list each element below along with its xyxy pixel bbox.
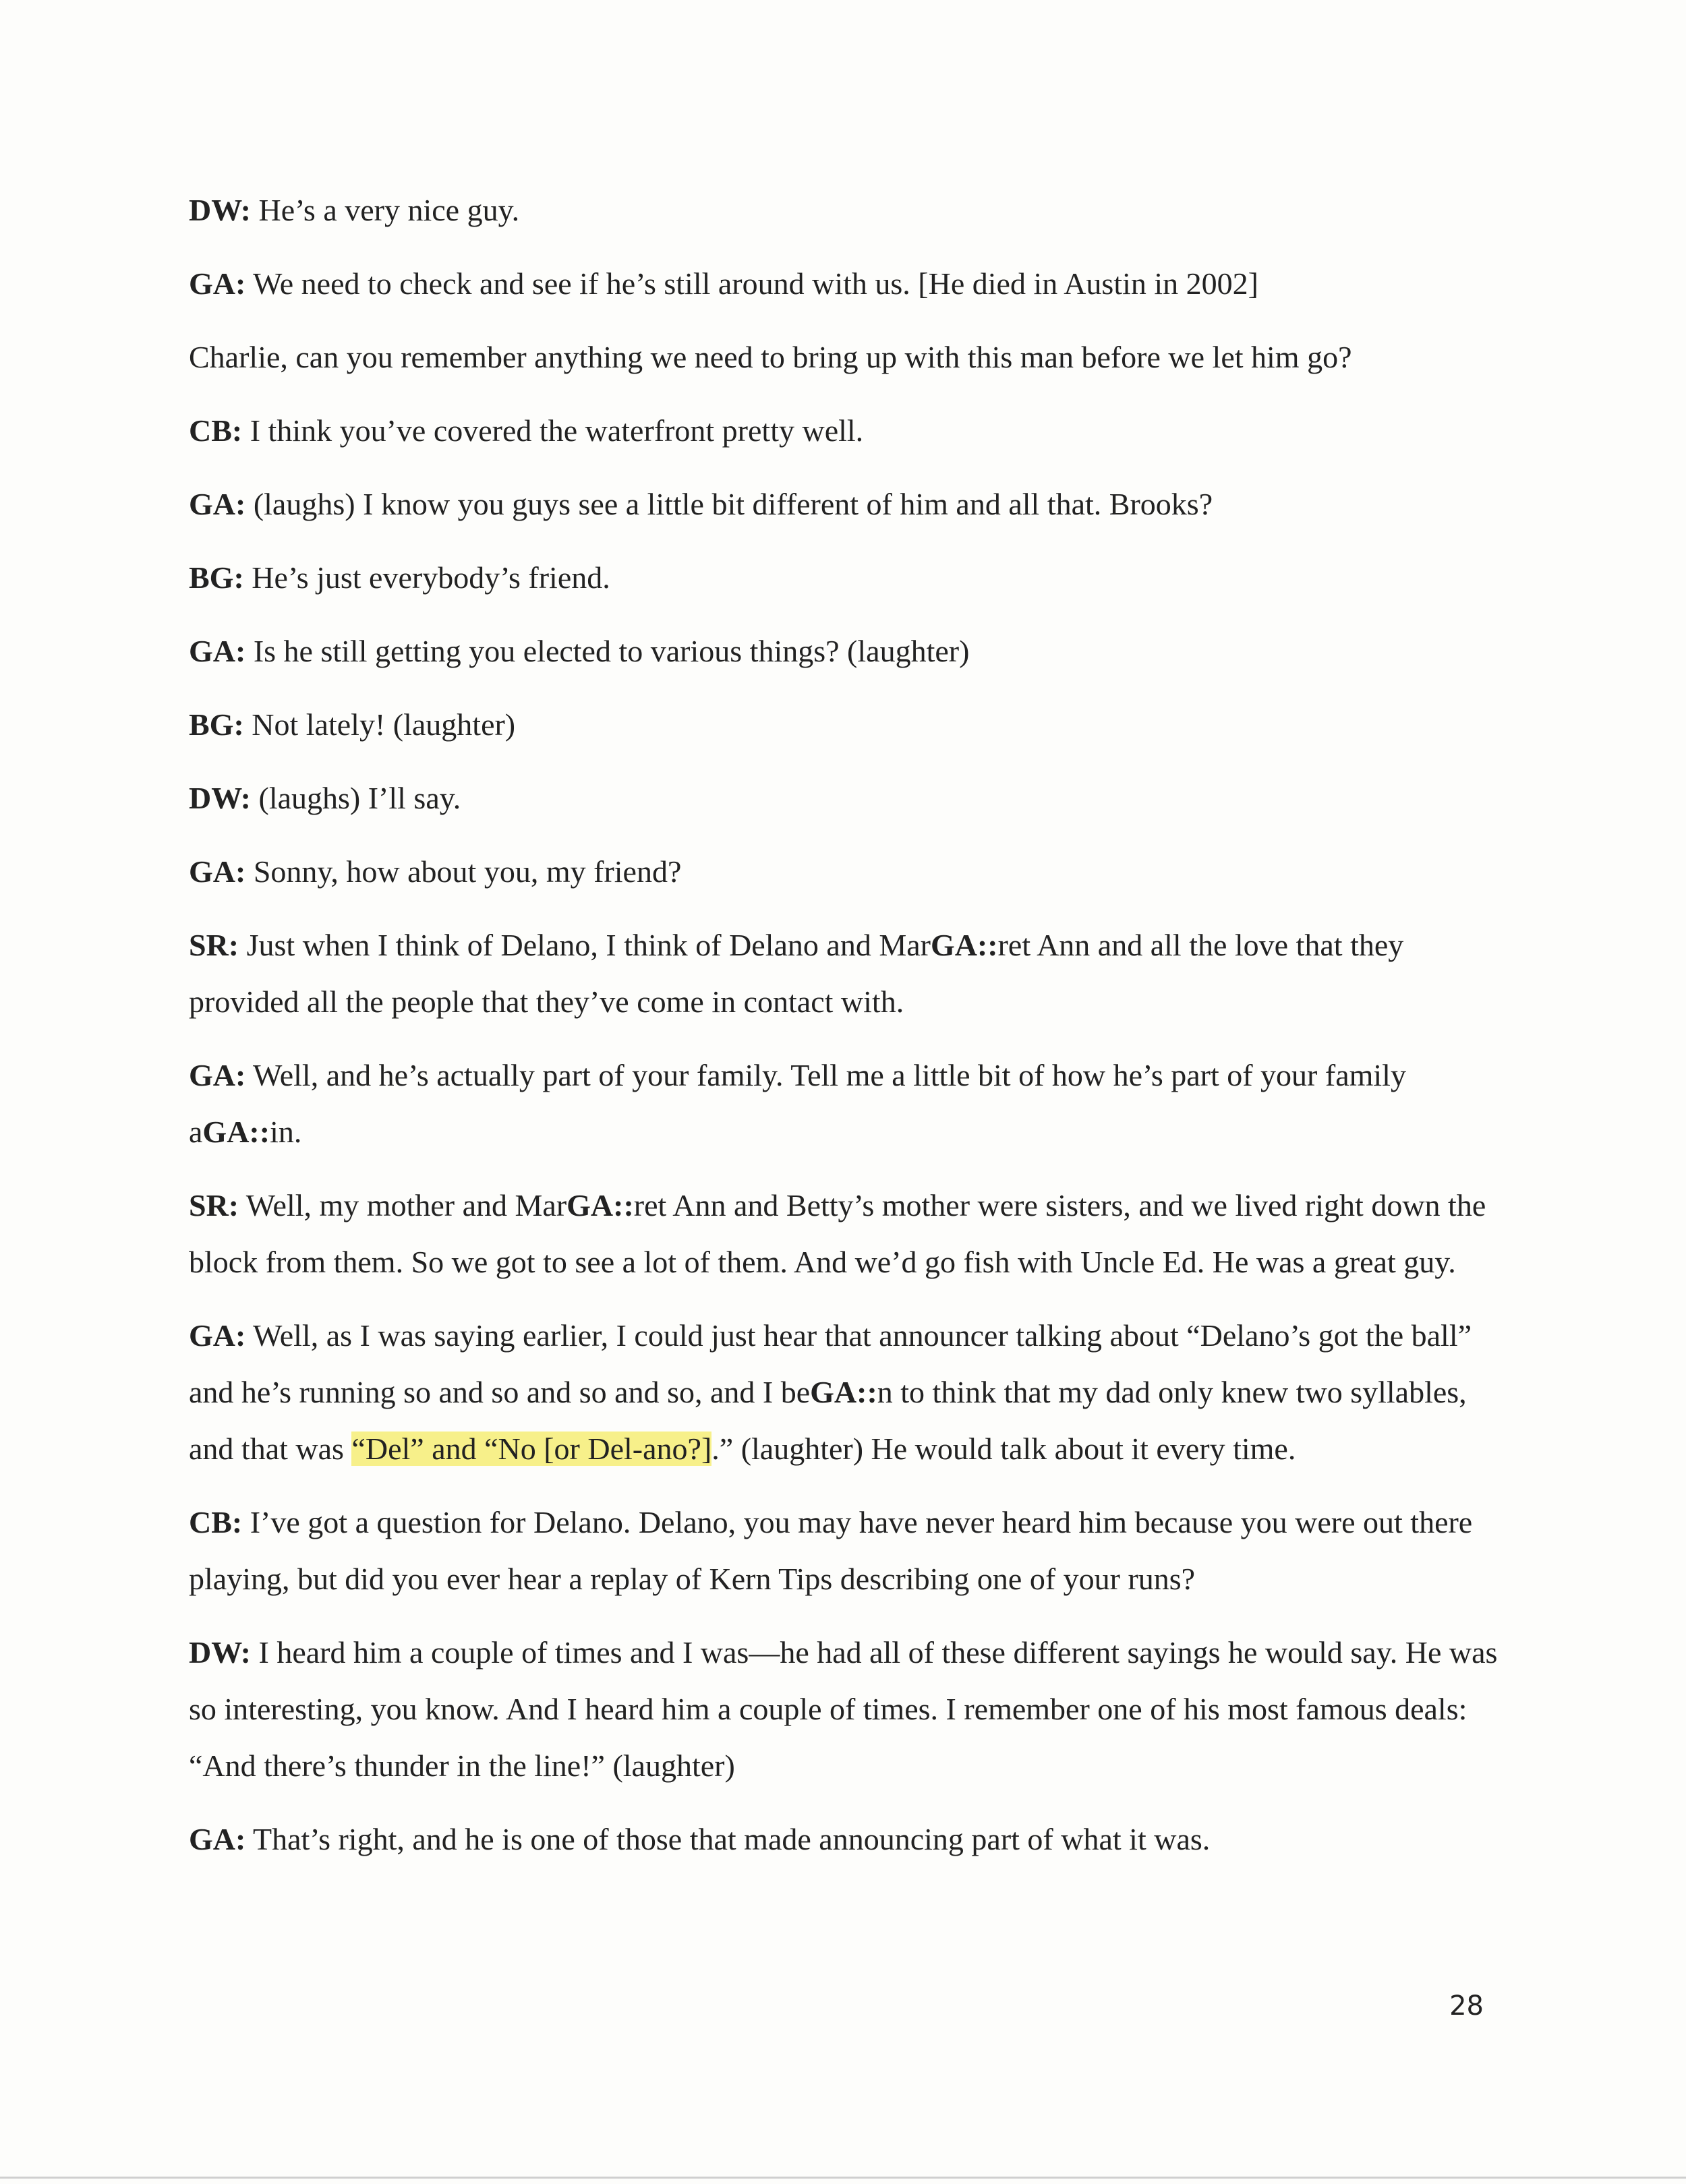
utterance-text: .” (laughter) He would talk about it every time. [711,1432,1296,1466]
utterance-text: I’ve got a question for Delano. Delano, you may have never heard him because you were out there playing, but did you ever hear a replay of Kern Tips describing one of your runs? [189,1505,1473,1596]
utterance-text: Sonny, how about you, my friend? [245,854,682,889]
speaker-label: GA: [189,634,246,668]
speaker-label: BG: [189,560,244,595]
speaker-label: CB: [189,413,243,448]
utterance-text: in. [270,1115,302,1149]
bold-fragment: GA:: [810,1375,877,1409]
utterance-ga-6 [189,1307,1511,1477]
scan-edge-divider [0,2177,1686,2179]
speaker-label: GA: [189,487,246,521]
page-number: 28 [1449,1990,1484,2021]
utterance-text: Is he still getting you elected to various things? (laughter) [245,634,970,668]
utterance-dw-3 [189,1624,1511,1794]
utterance-ga-4 [189,844,1511,900]
speaker-label: GA: [189,854,246,889]
utterance-cb-1 [189,403,1511,459]
utterance-text: (laughs) I know you guys see a little bit different of him and all that. Brooks? [245,487,1213,521]
utterance-ga-3 [189,623,1511,680]
utterance-dw-1 [189,182,1511,239]
utterance-text: Well, as I was saying earlier, I could just hear that announcer talking about “Delano’s got the ball” and he’s running so and so and so and so, and I be [189,1318,1472,1409]
bold-fragment: GA:: [202,1115,270,1149]
speaker-label: CB: [189,1505,243,1539]
utterance-sr-2 [189,1177,1511,1291]
utterance-ga-1 [189,256,1511,312]
speaker-label: DW: [189,193,251,227]
utterance-text: Just when I think of Delano, I think of Delano and Mar [239,928,931,962]
utterance-text: ret Ann and Betty’s mother were sisters, and we lived right down the block from them. So we got to see a lot of them. And we’d go fish with Uncle Ed. He was a great guy. [189,1188,1486,1279]
utterance-text: Well, and he’s actually part of your family. Tell me a little bit of how he’s part of your family a [189,1058,1406,1149]
speaker-label: GA: [189,1318,246,1353]
utterance-text: n to think that my dad only knew two syllables, and that was [189,1375,1467,1466]
utterance-dw-2 [189,770,1511,827]
utterance-bg-1 [189,550,1511,606]
speaker-label: GA: [189,266,246,301]
speaker-label: GA: [189,1822,246,1856]
utterance-text: That’s right, and he is one of those that made announcing part of what it was. [245,1822,1211,1856]
utterance-text: Not lately! (laughter) [243,707,516,742]
utterance-text: I think you’ve covered the waterfront pretty well. [242,413,864,448]
utterance-ga-2 [189,476,1511,533]
utterance-sr-1 [189,917,1511,1030]
utterance-cb-2 [189,1494,1511,1607]
utterance-ga-7 [189,1811,1511,1868]
highlighted-text: “Del” and “No [or Del-ano?] [351,1432,712,1466]
utterance-text: He’s just everybody’s friend. [243,560,610,595]
transcript [189,182,1511,1885]
utterance-text: Well, my mother and Mar [239,1188,567,1222]
utterance-bg-2 [189,697,1511,753]
utterance-continuation [189,329,1511,386]
utterance-text: Charlie, can you remember anything we need to bring up with this man before we let him go? [189,340,1352,374]
speaker-label: DW: [189,1635,251,1670]
speaker-label: GA: [189,1058,246,1092]
utterance-text: ret Ann and all the love that they provided all the people that they’ve come in contact with. [189,928,1404,1019]
utterance-text: We need to check and see if he’s still around with us. [He died in Austin in 2002] [245,266,1258,301]
speaker-label: DW: [189,781,251,815]
utterance-ga-5 [189,1047,1511,1160]
bold-fragment: GA:: [566,1188,634,1222]
utterance-text: (laughs) I’ll say. [251,781,461,815]
utterance-text: I heard him a couple of times and I was—he had all of these different sayings he would say. He was so interesting, you know. And I heard him a couple of times. I remember one of his most famous deals: “And there’s thunder in the line!” (laughter) [189,1635,1498,1783]
speaker-label: BG: [189,707,244,742]
speaker-label: SR: [189,928,239,962]
speaker-label: SR: [189,1188,239,1222]
utterance-text: He’s a very nice guy. [251,193,520,227]
bold-fragment: GA:: [930,928,998,962]
